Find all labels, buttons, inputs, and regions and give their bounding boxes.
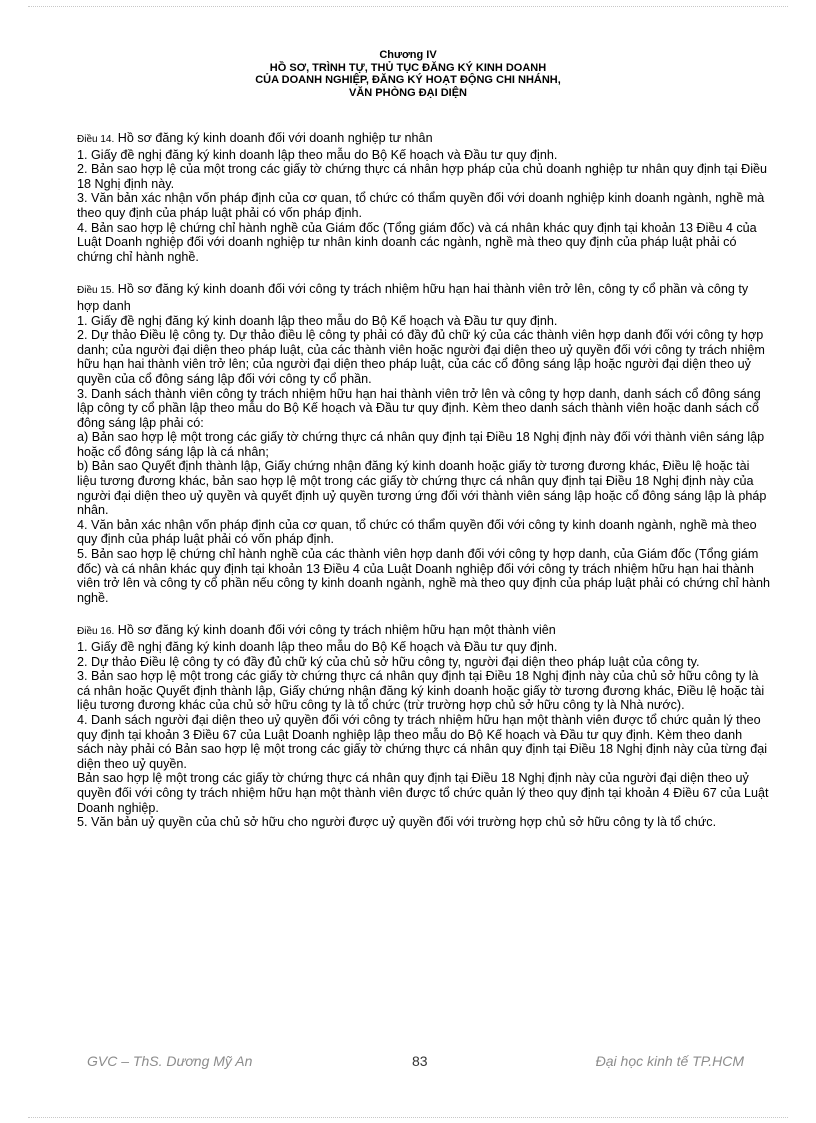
article-15: [77, 282, 771, 605]
paragraph: 4. Danh sách người đại diện theo uỷ quyền đối với công ty trách nhiệm hữu hạn một thành viên được tổ chức quản lý theo quy định tại khoản 3 Điều 67 của Luật Doanh nghiệp lập theo mẫu do Bộ Kế hoạch và Đầu tư quy định. Kèm theo danh sách này phải có Bản sao hợp lệ một trong các giấy tờ chứng thực cá nhân quy định tại Điều 18 Nghị định này của từng đại diện theo uỷ quyền.: [77, 712, 768, 771]
paragraph: 4. Bản sao hợp lệ chứng chỉ hành nghề của Giám đốc (Tổng giám đốc) và cá nhân khác quy định tại khoản 13 Điều 4 của Luật Doanh nghiệp đối với doanh nghiệp tư nhân kinh doanh các ngành, nghề mà theo quy định của pháp luật phải có chứng chỉ hành nghề.: [77, 220, 757, 264]
page-footer: [0, 1053, 816, 1073]
paragraph: 3. Bản sao hợp lệ một trong các giấy tờ chứng thực cá nhân quy định tại Điều 18 Nghị định này của chủ sở hữu công ty là cá nhân hoặc Quyết định thành lập, Giấy chứng nhận đăng ký kinh doanh hoặc giấy tờ tương đương khác, Điều lệ hoặc tài liệu tương đương khác của chủ sở hữu công ty là tổ chức (trừ trường hợp chủ sở hữu công ty là Nhà nước).: [77, 669, 765, 713]
article-title: [77, 131, 771, 148]
footer-author: GVC – ThS. Dương Mỹ An: [87, 1053, 253, 1069]
page-number: 83: [412, 1053, 428, 1069]
article-number: Điều 15.: [77, 285, 115, 297]
article-number: Điều 14.: [77, 134, 115, 145]
chapter-title-line-3: VĂN PHÒNG ĐẠI DIỆN: [349, 86, 467, 99]
chapter-label: Chương IV: [379, 49, 437, 61]
article-heading: Hồ sơ đăng ký kinh doanh đối với công ty trách nhiệm hữu hạn một thành viên: [117, 623, 556, 638]
chapter-header: [0, 49, 816, 99]
document-body: [77, 131, 771, 848]
article-title: [77, 282, 771, 313]
article-heading: Hồ sơ đăng ký kinh doanh đối với doanh nghiệp tư nhân: [117, 131, 433, 145]
bottom-dotted-rule: [28, 1117, 788, 1118]
paragraph: 1. Giấy đề nghị đăng ký kinh doanh lập theo mẫu do Bộ Kế hoạch và Đầu tư quy định.: [77, 147, 558, 162]
paragraph: 5. Văn bản uỷ quyền của chủ sở hữu cho người được uỷ quyền đối với trường hợp chủ sở hữu công ty là tổ chức.: [77, 815, 717, 830]
paragraph: b) Bản sao Quyết định thành lập, Giấy chứng nhận đăng ký kinh doanh hoặc giấy tờ tương đương khác, Điều lệ hoặc tài liệu tương đương khác, bản sao hợp lệ một trong các giấy tờ chứng thực cá nhân quy định tại Điều 18 Nghị định này của người đại diện theo uỷ quyền và quyết định uỷ quyền tương ứng đối với thành viên sáng lập hoặc cổ đông sáng lập là pháp nhân.: [77, 459, 767, 518]
chapter-title-line-1: HỒ SƠ, TRÌNH TỰ, THỦ TỤC ĐĂNG KÝ KINH DOANH: [269, 61, 547, 74]
paragraph: a) Bản sao hợp lệ một trong các giấy tờ chứng thực cá nhân quy định tại Điều 18 Nghị định này đối với thành viên sáng lập hoặc cổ đông sáng lập là cá nhân;: [77, 430, 765, 459]
paragraph: Bản sao hợp lệ một trong các giấy tờ chứng thực cá nhân quy định tại Điều 18 Nghị định này của người đại diện theo uỷ quyền đối với công ty trách nhiệm hữu hạn một thành viên được tổ chức quản lý theo quy định tại khoản 4 Điều 67 của Luật Doanh nghiệp.: [77, 771, 769, 815]
article-14: [77, 131, 771, 264]
article-heading: Hồ sơ đăng ký kinh doanh đối với công ty trách nhiệm hữu hạn hai thành viên trở lên, công ty cổ phần và công ty hợp danh: [77, 282, 749, 313]
article-16: [77, 623, 771, 829]
paragraph: 3. Văn bản xác nhận vốn pháp định của cơ quan, tổ chức có thẩm quyền đối với doanh nghiệp kinh doanh ngành, nghề mà theo quy định của pháp luật phải có vốn pháp định.: [77, 191, 765, 220]
paragraph: 1. Giấy đề nghị đăng ký kinh doanh lập theo mẫu do Bộ Kế hoạch và Đầu tư quy định.: [77, 640, 558, 654]
article-title: [77, 623, 771, 640]
paragraph: 5. Bản sao hợp lệ chứng chỉ hành nghề của các thành viên hợp danh đối với công ty hợp danh, của Giám đốc (Tổng giám đốc) và cá nhân khác quy định tại khoản 13 Điều 4 của Luật Doanh nghiệp đối với công ty trách nhiệm hữu hạn hai thành viên trở lên và công ty cổ phần nếu công ty kinh doanh ngành, nghề mà theo quy định của pháp luật phải có chứng chỉ hành nghề.: [77, 547, 771, 605]
paragraph: 3. Danh sách thành viên công ty trách nhiệm hữu hạn hai thành viên trở lên và công ty hợp danh, danh sách cổ đông sáng lập công ty cổ phần lập theo mẫu do Bộ Kế hoạch và Đầu tư quy định. Kèm theo danh sách thành viên hoặc danh sách cổ đông sáng lập phải có:: [77, 386, 761, 430]
footer-institution: Đại học kinh tế TP.HCM: [595, 1053, 744, 1069]
paragraph: 4. Văn bản xác nhận vốn pháp định của cơ quan, tổ chức có thẩm quyền đối với công ty kinh doanh ngành, nghề mà theo quy định của pháp luật phải có vốn pháp định.: [77, 517, 757, 547]
top-dotted-rule: [28, 6, 788, 7]
paragraph: 2. Bản sao hợp lệ của một trong các giấy tờ chứng thực cá nhân hợp pháp của chủ doanh nghiệp tư nhân quy định tại Điều 18 Nghị định này.: [77, 162, 767, 191]
paragraph: 2. Dự thảo Điều lệ công ty. Dự thảo điều lệ công ty phải có đầy đủ chữ ký của các thành viên hợp danh đối với công ty hợp danh; của người đại diện theo pháp luật, của các thành viên hoặc người đại diện theo uỷ quyền đối với công ty trách nhiệm hữu hạn hai thành viên trở lên; của người đại diện theo pháp luật, của các cổ đông sáng lập hoặc người đại diện theo uỷ quyền của cổ đông sáng lập đối với công ty cổ phần.: [77, 328, 765, 386]
paragraph: 1. Giấy đề nghị đăng ký kinh doanh lập theo mẫu do Bộ Kế hoạch và Đầu tư quy định.: [77, 313, 558, 328]
article-number: Điều 16.: [77, 626, 115, 638]
paragraph: 2. Dự thảo Điều lệ công ty có đầy đủ chữ ký của chủ sở hữu công ty, người đại diện theo pháp luật của công ty.: [77, 654, 700, 669]
chapter-title-line-2: CỦA DOANH NGHIỆP, ĐĂNG KÝ HOẠT ĐỘNG CHI NHÁNH,: [255, 74, 561, 86]
